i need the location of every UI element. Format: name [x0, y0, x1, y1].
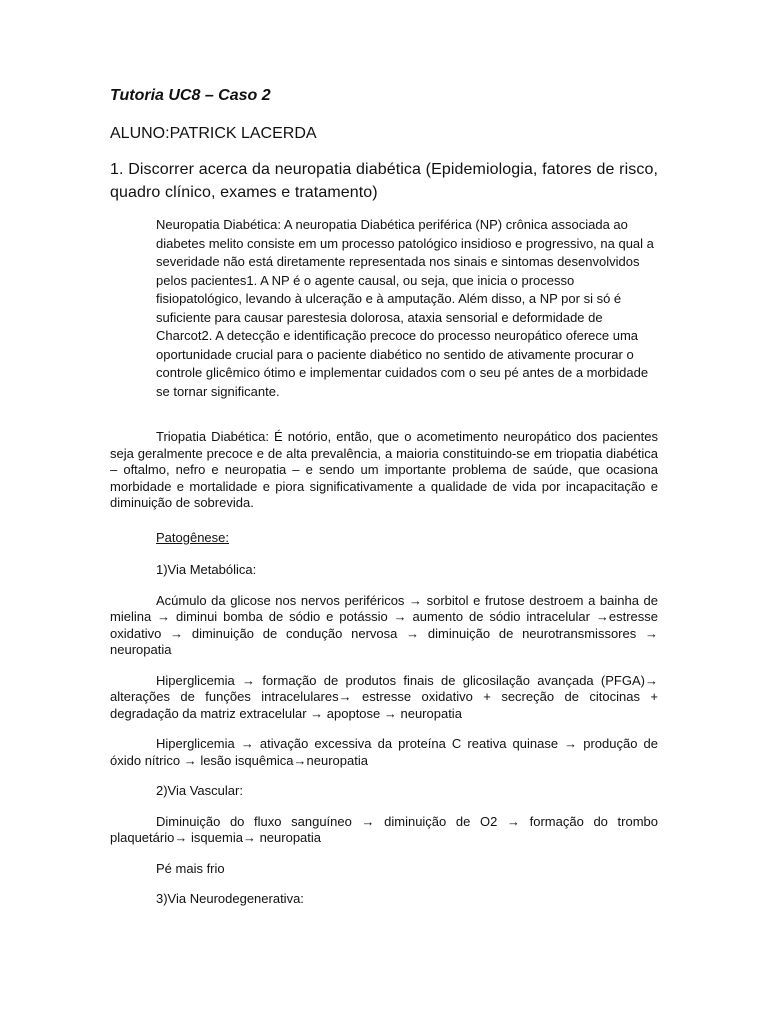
intro-paragraph: Neuropatia Diabética: A neuropatia Diabética periférica (NP) crônica associada ao diabetes melito consiste em um processo patológico insidioso e progressivo, na qual a severidade não está diretamente representada nos sinais e sintomas desenvolvidos pelos pacientes1. A NP é o agente causal, ou seja, que inicia o processo fisiopatológico, levando à ulceração e à amputação. Além disso, a NP por si só é suficiente para causar parestesia dolorosa, ataxia sensorial e deformidade de Charcot2. A detecção e identificação precoce do processo neuropático oferece uma oportunidade crucial para o paciente diabético no sentido de ativamente procurar o controle glicêmico ótimo e implementar cuidados com o seu pé antes de a morbidade se tornar significante.	[156, 217, 654, 399]
spacer	[110, 546, 658, 562]
via-vascular-heading: 2)Via Vascular:	[156, 783, 243, 798]
metabolica-paragraph-1: Acúmulo da glicose nos nervos periféricos → sorbitol e frutose destroem a bainha de mielina → diminui bomba de sódio e potássio → aumento de sódio intracelular →estresse oxidativo → diminuição de condução nervosa → diminuição de neurotransmissores → neuropatia	[110, 592, 658, 657]
pe-mais-frio-note: Pé mais frio	[156, 860, 225, 876]
spacer	[110, 877, 658, 891]
spacer	[110, 579, 658, 593]
vascular-paragraph-1: Diminuição do fluxo sanguíneo → diminuição de O2 → formação do trombo plaquetário→ isquemia→ neuropatia	[110, 813, 658, 845]
student-name: ALUNO:PATRICK LACERDA	[110, 125, 317, 142]
via-neurodegenerativa-heading: 3)Via Neurodegenerativa:	[156, 891, 304, 906]
pathogenesis-heading: Patogênese:	[156, 529, 230, 545]
spacer	[110, 769, 658, 783]
metabolica-paragraph-2: Hiperglicemia → formação de produtos finais de glicosilação avançada (PFGA)→ alterações de funções intracelulares→ estresse oxidativo + secreção de citocinas + degradação da matriz extracelular → apoptose → neuropatia	[110, 672, 658, 721]
spacer	[110, 800, 658, 814]
spacer	[110, 659, 658, 673]
triopatia-paragraph: Triopatia Diabética: É notório, então, que o acometimento neuropático dos pacientes seja geralmente precoce e de alta prevalência, a maioria constituindo-se em triopatia diabética – oftalmo, nefro e neuropatia – e sendo um importante problema de saúde, que ocasiona morbidade e mortalidade e piora significativamente a qualidade de vida por incapacitação e diminuição de sobrevida.	[110, 429, 658, 510]
document-title: Tutoria UC8 – Caso 2	[110, 87, 271, 104]
metabolica-paragraph-3: Hiperglicemia → ativação excessiva da proteína C reativa quinase → produção de óxido nítrico → lesão isquêmica→neuropatia	[110, 736, 658, 768]
spacer	[110, 847, 658, 861]
document-body	[110, 84, 658, 908]
question-heading: 1. Discorrer acerca da neuropatia diabética (Epidemiologia, fatores de risco, quadro clínico, exames e tratamento)	[110, 161, 658, 201]
spacer	[110, 722, 658, 736]
spacer	[110, 512, 658, 530]
via-metabolica-heading: 1)Via Metabólica:	[156, 562, 257, 577]
spacer	[110, 401, 658, 429]
